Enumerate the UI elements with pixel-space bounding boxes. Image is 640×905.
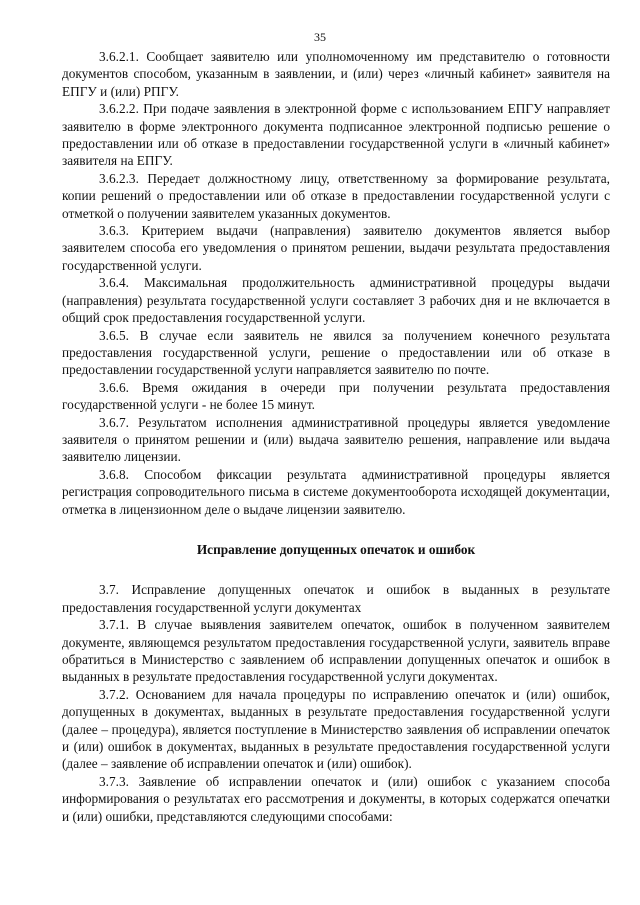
paragraph-3-6-3: 3.6.3. Критерием выдачи (направления) заявителю документов является выбор заявителем способа его уведомления о принятом решении, выдачи результата предоставления государственной услуги.: [62, 223, 610, 273]
paragraph-3-7-2: 3.7.2. Основанием для начала процедуры по исправлению опечаток и (или) ошибок, допущенных в документах, выданных в результате предоставления государственной услуги (далее – процедура), является поступление в Министерство заявления об исправлении опечаток и (или) ошибок в документах, выданных в результате предоставления государственной услуги (далее – заявление об исправлении опечаток и (или) ошибок).: [62, 686, 610, 772]
page-number: 35: [314, 30, 326, 44]
paragraph-3-6-6: 3.6.6. Время ожидания в очереди при получении результата предоставления государственной услуги - не более 15 минут.: [62, 379, 610, 413]
paragraph-3-7-1: 3.7.1. В случае выявления заявителем опечаток, ошибок в полученном заявителем документе, являющемся результатом предоставления государственной услуги, заявитель вправе обратиться в Министерство с заявлением об исправлении допущенных опечаток и ошибок в выданных в результате предоставления государственной услуги документах.: [62, 617, 610, 685]
paragraph-3-6-2-3: 3.6.2.3. Передает должностному лицу, ответственному за формирование результата, копии решений о предоставлении или об отказе в предоставлении государственной услуги с отметкой о получении заявителем указанных документов.: [62, 170, 610, 221]
paragraph-3-6-4: 3.6.4. Максимальная продолжительность административной процедуры выдачи (направления) результата государственной услуги составляет 3 рабочих дня и не включается в общий срок предоставления государственной услуги.: [62, 275, 610, 326]
paragraph-3-6-2-2: 3.6.2.2. При подаче заявления в электронной форме с использованием ЕПГУ направляет заявителю в форме электронного документа подписанное электронной подписью решение о предоставлении или об отказе в предоставлении государственной услуги в «личный кабинет» заявителя на ЕПГУ.: [62, 101, 610, 169]
paragraph-3-7-3: 3.7.3. Заявление об исправлении опечаток и (или) ошибок с указанием способа информирования о результатах его рассмотрения и документы, в которых содержатся опечатки и (или) ошибки, представляются следующими способами:: [62, 773, 610, 824]
paragraph-3-6-2-1: 3.6.2.1. Сообщает заявителю или уполномоченному им представителю о готовности документов способом, указанным в заявлении, и (или) через «личный кабинет» заявителя на ЕПГУ и (или) РПГУ.: [62, 49, 610, 99]
section-heading: Исправление допущенных опечаток и ошибок: [196, 541, 476, 557]
paragraph-3-6-8: 3.6.8. Способом фиксации результата административной процедуры является регистрация сопроводительного письма в системе документооборота исходящей документации, отметка в лицензионном деле о выдаче лицензии заявителю.: [62, 466, 610, 517]
document-body: [62, 48, 610, 825]
paragraph-3-6-7: 3.6.7. Результатом исполнения административной процедуры является уведомление заявителя о принятом решении и (или) выдача заявителю решения, направление или выдача заявителю лицензии.: [62, 414, 610, 465]
paragraph-3-7: 3.7. Исправление допущенных опечаток и ошибок в выданных в результате предоставления государственной услуги документах: [62, 582, 610, 615]
paragraph-3-6-5: 3.6.5. В случае если заявитель не явился за получением конечного результата предоставления государственной услуги, решение о предоставлении или об отказе в предоставлении государственной услуги направляется заявителю по почте.: [62, 327, 610, 378]
